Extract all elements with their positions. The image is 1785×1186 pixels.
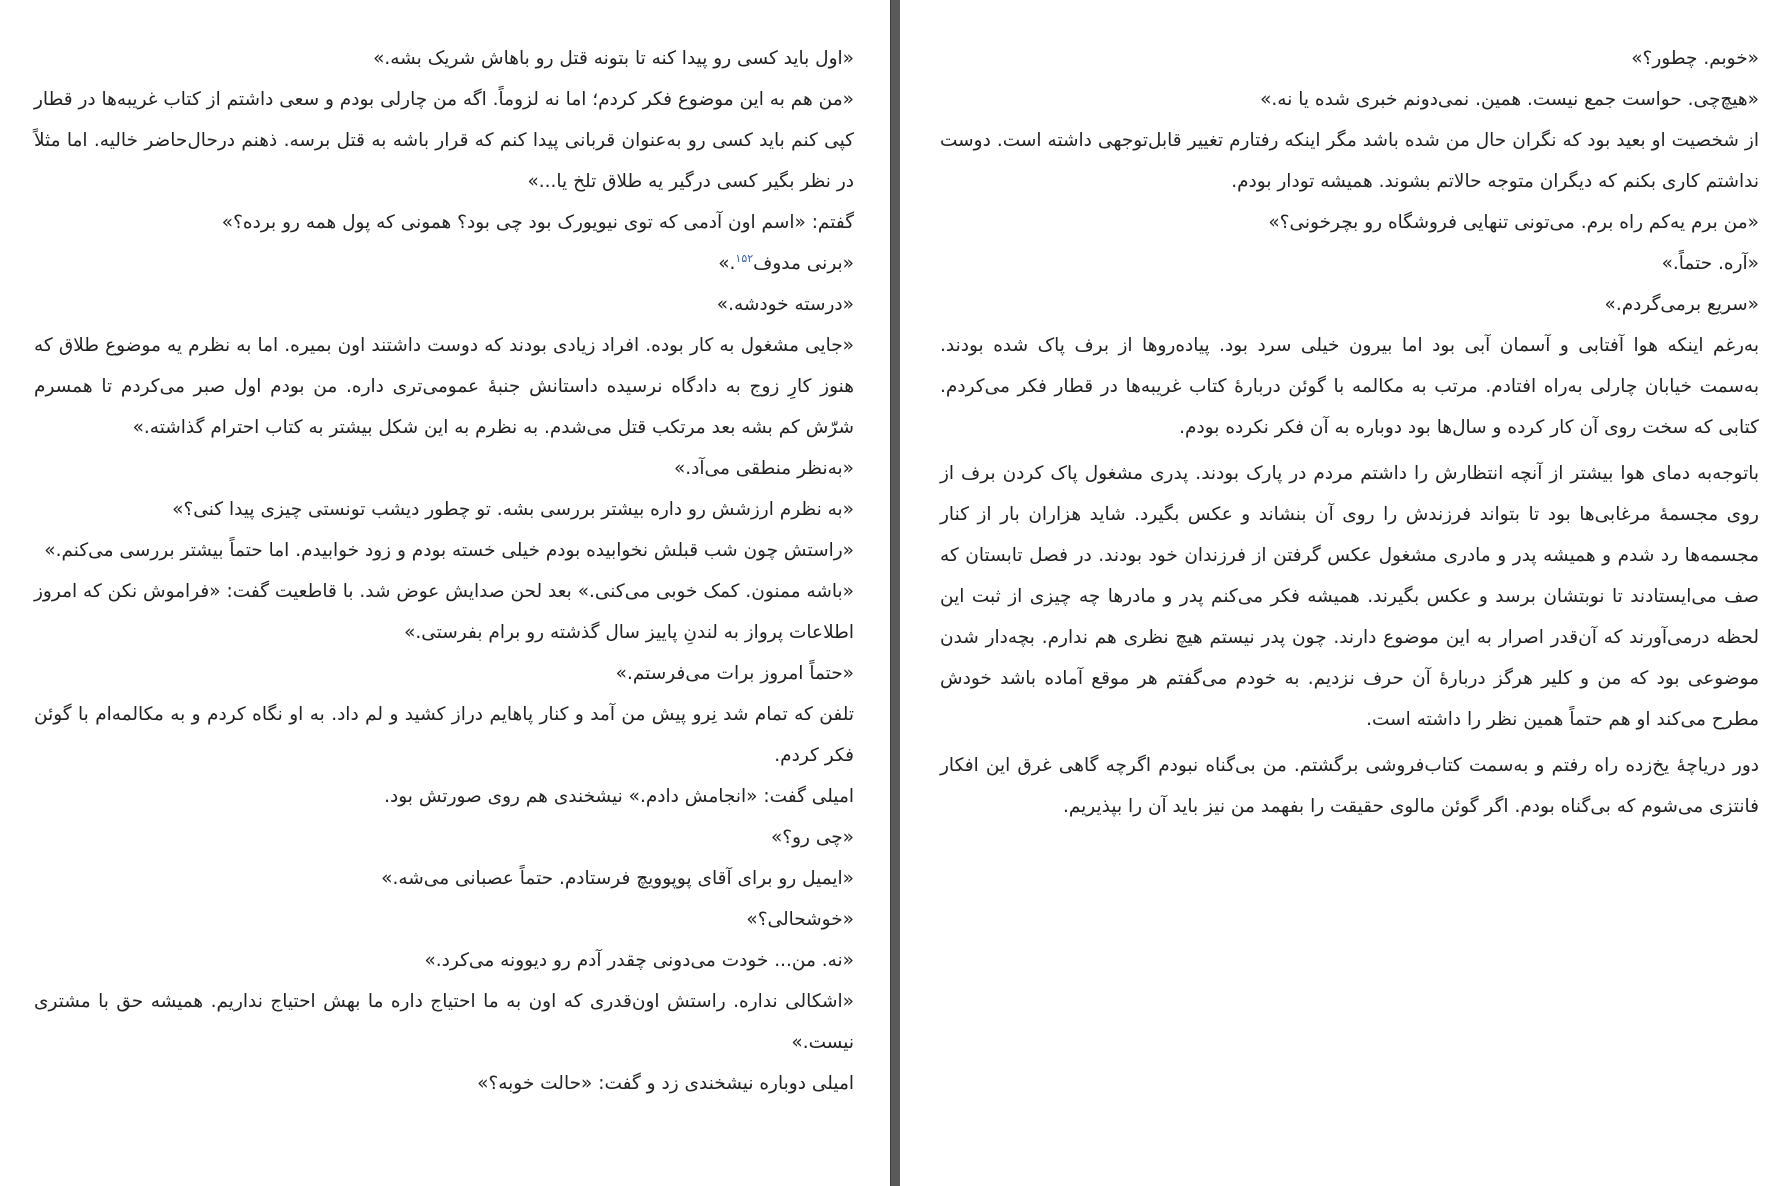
paragraph: «من برم یه‌کم راه برم. می‌تونی تنهایی فروشگاه رو بچرخونی؟» [1268,212,1759,233]
paragraph: به‌رغم اینکه هوا آفتابی و آسمان آبی بود اما بیرون خیلی سرد بود. پیاده‌روها از برف پاک شده بودند. به‌سمت خیابان چارلی به‌راه افتادم. مرتب به مکالمه با گوئن دربارهٔ کتاب غریبه‌ها در قطار فکر می‌کردم. کتابی که سخت روی آن کار کرده و سال‌ها بود دوباره به آن فکر نکرده بودم. [940,335,1759,438]
paragraph: امیلی گفت: «انجامش دادم.» نیشخندی هم روی صورتش بود. [384,786,854,807]
paragraph: «درسته خودشه.» [716,294,854,315]
paragraph [34,243,854,284]
paragraph: «اشکالی نداره. راستش اون‌قدری که اون به ما احتیاج داره ما بهش احتیاج نداریم. همیشه حق با مشتری نیست.» [34,991,854,1053]
paragraph: «ایمیل رو برای آقای پوپوویچ فرستادم. حتماً عصبانی می‌شه.» [381,868,854,889]
paragraph-text: «برنی مدوف [753,253,854,274]
paragraph: «به‌نظر منطقی می‌آد.» [673,458,854,479]
paragraph: «هیچ‌چی. حواست جمع نیست. همین. نمی‌دونم خبری شده یا نه.» [1260,89,1759,110]
paragraph: «خوبم. چطور؟» [1631,48,1759,69]
paragraph: «خوشحالی؟» [746,909,854,930]
paragraph: باتوجه‌به دمای هوا بیشتر از آنچه انتظارش را داشتم مردم در پارک بودند. پدری مشغول پاک کردن برف از روی مجسمهٔ مرغابی‌ها بود تا بتواند فرزندش را روی آن بنشاند و عکس بگیرد. شاید هزاران بار از کنار مجسمه‌ها رد شدم و همیشه پدر و مادری مشغول عکس گرفتن از فرزندان خود بودند. در فصل تابستان که صف می‌ایستادند تا نوبتشان برسد و عکس بگیرند. همیشه فکر می‌کنم پدر و مادرها چه چیزی از ثبت این لحظه درمی‌آورند که آن‌قدر اصرار به این موضوع دارند. چون پدر نیستم هیچ نظری هم ندارم. بچه‌دار شدن موضوعی بود که من و کلیر هرگز دربارهٔ آن حرف نزدیم. به خودم می‌گفتم هر موقع آماده باشد خودش مطرح می‌کند او هم حتماً همین نظر را داشته است. [940,463,1759,730]
right-page-text [940,38,1759,827]
paragraph: «حتماً امروز برات می‌فرستم.» [615,663,854,684]
paragraph: تلفن که تمام شد نِرو پیش من آمد و کنار پاهایم دراز کشید و لم داد. به او نگاه کردم و به مکالمه‌ام با گوئن فکر کردم. [34,704,854,766]
paragraph: «من هم به این موضوع فکر کردم؛ اما نه لزوماً. اگه من چارلی بودم و سعی داشتم از کتاب غریبه‌ها در قطار کپی کنم باید کسی رو به‌عنوان قربانی پیدا کنم که قرار باشه به قتل برسه. ذهنم درحال‌حاضر خالیه. اما مثلاً در نظر بگیر کسی درگیر یه طلاق تلخ یا...» [34,89,854,192]
left-page [0,0,890,1186]
paragraph: «جایی مشغول به کار بوده. افراد زیادی بودند که دوست داشتند اون بمیره. اما به نظرم یه موضوع طلاق که هنوز کارِ زوج به دادگاه نرسیده داستانش جنبهٔ عمومی‌تری داره. من بودم اول صبر می‌کردم تا همسرم شرّش کم بشه بعد مرتکب قتل می‌شدم. به نظرم به این شکل بیشتر به کتاب احترام گذاشته.» [34,335,854,438]
paragraph: دور دریاچهٔ یخ‌زده راه رفتم و به‌سمت کتاب‌فروشی برگشتم. من بی‌گناه نبودم اگرچه گاهی غرق این افکار فانتزی می‌شوم که بی‌گناه بودم. اگر گوئن مالوی حقیقت را بفهمد من نیز باید آن را بپذیریم. [940,755,1759,817]
paragraph: «باشه ممنون. کمک خوبی می‌کنی.» بعد لحن صدایش عوض شد. با قاطعیت گفت: «فراموش نکن که امروز اطلاعات پرواز به لندنِ پاییز سال گذشته رو برام بفرستی.» [34,581,854,643]
paragraph-text: .» [718,253,736,274]
paragraph: «چی رو؟» [770,827,854,848]
paragraph: امیلی دوباره نیشخندی زد و گفت: «حالت خوبه؟» [477,1073,854,1094]
paragraph: «سریع برمی‌گردم.» [1604,294,1759,315]
paragraph: «اول باید کسی رو پیدا کنه تا بتونه قتل رو باهاش شریک بشه.» [373,48,854,69]
paragraph: «راستش چون شب قبلش نخوابیده بودم خیلی خسته بودم و زود خوابیدم. اما حتماً بیشتر بررسی می‌کنم.» [44,540,854,561]
footnote-link[interactable]: ۱۵۲ [735,251,754,265]
paragraph: «نه. من... خودت می‌دونی چقدر آدم رو دیوونه می‌کرد.» [424,950,854,971]
paragraph: گفتم: «اسم اون آدمی که توی نیویورک بود چی بود؟ همونی که پول همه رو برده؟» [221,212,854,233]
left-page-text [34,38,854,1104]
paragraph: از شخصیت او بعید بود که نگران حال من شده باشد مگر اینکه رفتارم تغییر قابل‌توجهی داشته است. دوست نداشتم کاری بکنم که دیگران متوجه حالاتم بشوند. همیشه تودار بودم. [940,130,1759,192]
paragraph: «آره. حتماً.» [1661,253,1759,274]
right-page [900,0,1785,1186]
paragraph: «به نظرم ارزشش رو داره بیشتر بررسی بشه. تو چطور دیشب تونستی چیزی پیدا کنی؟» [172,499,854,520]
